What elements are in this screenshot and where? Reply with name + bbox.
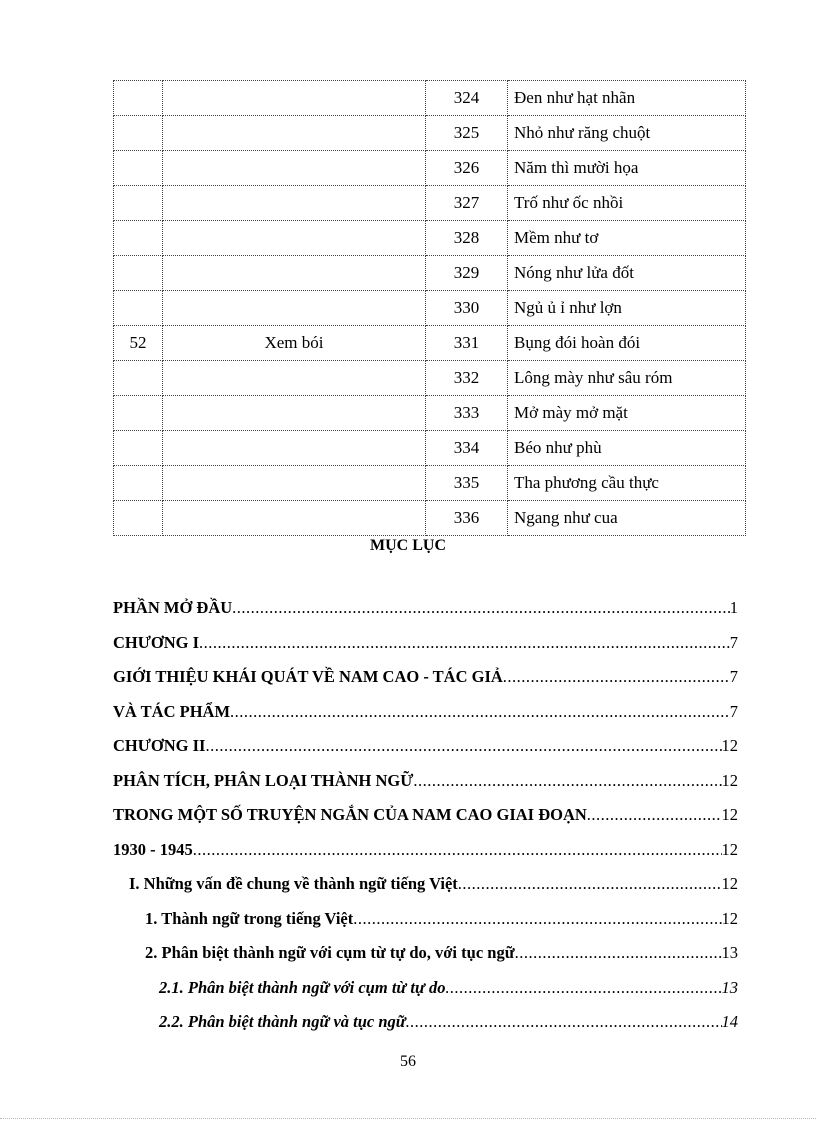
table-cell-topic — [163, 431, 426, 466]
table-of-contents — [113, 598, 738, 1047]
table-cell-topic — [163, 116, 426, 151]
toc-entry-text: 1. Thành ngữ trong tiếng Việt — [145, 908, 354, 928]
toc-entry-text: 1930 - 1945 — [113, 839, 193, 859]
table-row — [114, 221, 746, 256]
table-row — [114, 116, 746, 151]
toc-entry[interactable] — [113, 805, 738, 840]
table-cell-number: 331 — [426, 326, 508, 361]
table-cell-idiom: Ngủ ủ ỉ như lợn — [508, 291, 746, 326]
toc-entry[interactable] — [113, 598, 738, 633]
toc-entry-text: PHẦN MỞ ĐẦU — [113, 598, 233, 617]
table-cell-number: 325 — [426, 116, 508, 151]
toc-entry-text: CHƯƠNG II — [113, 736, 206, 755]
table-cell-stt — [114, 431, 163, 466]
table-cell-idiom: Nhỏ như răng chuột — [508, 116, 746, 151]
table-cell-idiom: Béo như phù — [508, 431, 746, 466]
table-cell-stt — [114, 291, 163, 326]
table-cell-stt — [114, 361, 163, 396]
toc-entry[interactable] — [113, 1012, 738, 1047]
toc-leader-dots — [413, 771, 721, 791]
toc-leader-dots — [232, 598, 730, 618]
toc-entry-page: 12 — [721, 736, 738, 755]
table-cell-number: 333 — [426, 396, 508, 431]
toc-leader-dots — [205, 736, 721, 756]
table-cell-stt — [114, 151, 163, 186]
toc-entry-text: VÀ TÁC PHẨM — [113, 701, 231, 721]
table-cell-stt — [114, 466, 163, 501]
toc-entry-text: PHÂN TÍCH, PHÂN LOẠI THÀNH NGỮ — [113, 770, 414, 790]
table-cell-stt: 52 — [114, 326, 163, 361]
table-cell-topic — [163, 186, 426, 221]
toc-entry[interactable] — [113, 978, 738, 1013]
table-cell-idiom: Bụng đói hoàn đói — [508, 326, 746, 361]
table-cell-number: 324 — [426, 81, 508, 116]
toc-entry-page: 1 — [729, 598, 738, 617]
table-cell-stt — [114, 81, 163, 116]
toc-leader-dots — [458, 874, 722, 894]
table-cell-topic — [163, 466, 426, 501]
toc-entry-page: 12 — [721, 770, 738, 790]
toc-entry[interactable] — [113, 667, 738, 702]
table-row — [114, 291, 746, 326]
table-cell-number: 335 — [426, 466, 508, 501]
toc-leader-dots — [406, 1012, 722, 1032]
table-cell-idiom: Ngang như cua — [508, 501, 746, 536]
table-cell-idiom: Tha phương cầu thực — [508, 466, 746, 501]
toc-leader-dots — [199, 633, 730, 653]
table-cell-topic — [163, 256, 426, 291]
toc-entry[interactable] — [113, 943, 738, 978]
toc-leader-dots — [503, 667, 730, 687]
table-cell-topic — [163, 291, 426, 326]
table-row — [114, 186, 746, 221]
table-cell-idiom: Năm thì mười họa — [508, 151, 746, 186]
table-cell-number: 326 — [426, 151, 508, 186]
table-cell-stt — [114, 256, 163, 291]
table-cell-idiom: Mở mày mở mặt — [508, 396, 746, 431]
table-cell-topic — [163, 221, 426, 256]
table-cell-number: 329 — [426, 256, 508, 291]
table-cell-topic: Xem bói — [163, 326, 426, 361]
toc-entry[interactable] — [113, 874, 738, 909]
table-row — [114, 361, 746, 396]
table-cell-number: 330 — [426, 291, 508, 326]
toc-entry-page: 12 — [721, 874, 738, 893]
page-bottom-edge — [0, 1118, 816, 1119]
table-row — [114, 431, 746, 466]
idiom-table — [113, 80, 746, 536]
table-row — [114, 396, 746, 431]
toc-leader-dots — [193, 840, 722, 860]
table-cell-number: 327 — [426, 186, 508, 221]
toc-entry-page: 7 — [729, 667, 738, 686]
toc-entry[interactable] — [113, 736, 738, 771]
table-cell-stt — [114, 186, 163, 221]
table-row — [114, 326, 746, 361]
toc-entry-text: CHƯƠNG I — [113, 632, 200, 652]
table-cell-number: 332 — [426, 361, 508, 396]
table-cell-topic — [163, 151, 426, 186]
toc-title: MỤC LỤC — [370, 537, 446, 554]
table-cell-topic — [163, 81, 426, 116]
table-row — [114, 501, 746, 536]
table-row — [114, 466, 746, 501]
toc-entry[interactable] — [113, 840, 738, 875]
table-cell-topic — [163, 396, 426, 431]
toc-leader-dots — [515, 943, 722, 963]
toc-leader-dots — [230, 702, 730, 722]
table-cell-stt — [114, 501, 163, 536]
toc-entry-text: I. Những vấn đề chung về thành ngữ tiếng Việt — [129, 874, 458, 893]
table-cell-stt — [114, 116, 163, 151]
table-row — [114, 256, 746, 291]
toc-entry-text: 2.1. Phân biệt thành ngữ với cụm từ tự do — [159, 977, 446, 997]
table-row — [114, 151, 746, 186]
toc-entry-page: 7 — [729, 701, 738, 721]
toc-entry-page: 12 — [721, 839, 738, 859]
table-cell-idiom: Mềm như tơ — [508, 221, 746, 256]
table-row — [114, 81, 746, 116]
toc-leader-dots — [587, 805, 722, 825]
toc-entry-text: 2. Phân biệt thành ngữ với cụm từ tự do, với tục ngữ — [145, 943, 515, 962]
toc-entry-page: 12 — [721, 908, 738, 928]
toc-entry[interactable] — [113, 633, 738, 668]
toc-entry[interactable] — [113, 771, 738, 806]
page-number: 56 — [400, 1053, 416, 1070]
toc-entry[interactable] — [113, 702, 738, 737]
toc-entry-page: 7 — [729, 632, 738, 652]
toc-entry-text: GIỚI THIỆU KHÁI QUÁT VỀ NAM CAO - TÁC GIẢ — [113, 667, 503, 686]
toc-leader-dots — [353, 909, 721, 929]
table-cell-topic — [163, 501, 426, 536]
toc-entry-text: 2.2. Phân biệt thành ngữ và tục ngữ — [159, 1012, 406, 1031]
table-cell-number: 336 — [426, 501, 508, 536]
table-cell-topic — [163, 361, 426, 396]
toc-entry-page: 13 — [721, 943, 738, 962]
toc-leader-dots — [446, 978, 722, 998]
table-cell-number: 328 — [426, 221, 508, 256]
table-cell-stt — [114, 221, 163, 256]
toc-entry-page: 14 — [721, 1012, 738, 1031]
table-cell-idiom: Trố như ốc nhồi — [508, 186, 746, 221]
table-cell-idiom: Đen như hạt nhãn — [508, 81, 746, 116]
table-cell-stt — [114, 396, 163, 431]
table-cell-idiom: Nóng như lửa đốt — [508, 256, 746, 291]
table-cell-idiom: Lông mày như sâu róm — [508, 361, 746, 396]
toc-entry-page: 12 — [721, 805, 738, 824]
table-cell-number: 334 — [426, 431, 508, 466]
toc-entry-text: TRONG MỘT SỐ TRUYỆN NGẮN CỦA NAM CAO GIAI ĐOẠN — [113, 805, 587, 824]
toc-entry[interactable] — [113, 909, 738, 944]
toc-entry-page: 13 — [721, 977, 738, 997]
